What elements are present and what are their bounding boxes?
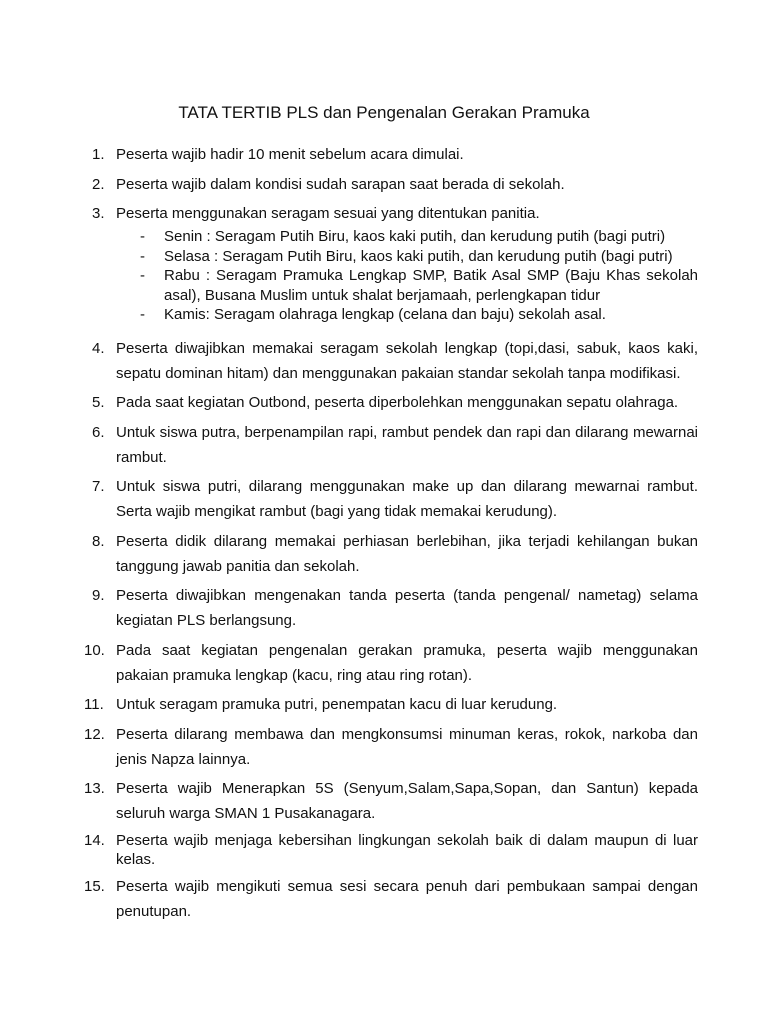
rule-item [84,776,698,826]
rule-text: Untuk siswa putri, dilarang menggunakan make up dan dilarang mewarnai rambut. Serta wajib mengikat rambut (bagi yang tidak memakai kerudung). [116,478,698,520]
uniform-schedule-list [116,227,698,325]
uniform-schedule-text: Selasa : Seragam Putih Biru, kaos kaki putih, dan kerudung putih (bagi putri) [164,247,673,265]
rule-text: Peserta didik dilarang memakai perhiasan berlebihan, jika terjadi kehilangan bukan tanggung jawab panitia dan sekolah. [116,532,698,575]
rule-text: Peserta wajib Menerapkan 5S (Senyum,Salam,Sapa,Sopan, dan Santun) kepada seluruh warga SMAN 1 Pusakanagara. [116,780,698,822]
rule-text: Peserta wajib menjaga kebersihan lingkungan sekolah baik di dalam maupun di luar kelas. [116,831,698,868]
uniform-schedule-item [116,305,698,325]
rule-text: Peserta diwajibkan mengenakan tanda peserta (tanda pengenal/ nametag) selama kegiatan PLS berlangsung. [116,587,698,629]
rule-text: Pada saat kegiatan pengenalan gerakan pramuka, peserta wajib menggunakan pakaian pramuka lengkap (kacu, ring atau ring rotan). [116,641,698,684]
rule-item [84,420,698,470]
rule-number: 7. [92,478,105,495]
rule-text: Peserta diwajibkan memakai seragam sekolah lengkap (topi,dasi, sabuk, kaos kaki, sepatu dominan hitam) dan menggunakan pakaian standar sekolah tanpa modifikasi. [116,339,698,382]
rule-number: 15. [84,878,105,895]
rule-number: 4. [92,339,105,357]
rule-item [84,172,698,197]
rule-item [84,583,698,633]
rule-number: 11. [84,696,104,713]
rule-item [84,474,698,524]
uniform-schedule-item [116,247,698,267]
rule-text: Peserta wajib dalam kondisi sudah sarapan saat berada di sekolah. [116,175,565,193]
rule-text: Peserta wajib mengikuti semua sesi secara penuh dari pembukaan sampai dengan penutupan. [116,878,698,920]
rule-text: Pada saat kegiatan Outbond, peserta diperbolehkan menggunakan sepatu olahraga. [116,394,679,411]
bullet-dash: - [140,228,145,245]
rule-text: Peserta dilarang membawa dan mengkonsumsi minuman keras, rokok, narkoba dan jenis Napza lainnya. [116,725,698,768]
rule-number: 5. [92,394,105,411]
rule-item [84,142,698,167]
rules-list [84,142,698,929]
rule-number: 9. [92,587,105,604]
rule-number: 2. [92,175,105,193]
rule-item [84,201,698,325]
uniform-schedule-text: Rabu : Seragam Pramuka Lengkap SMP, Batik Asal SMP (Baju Khas sekolah asal), Busana Muslim untuk shalat berjamaah, perlengkapan tidur [164,267,698,304]
rule-item [84,692,698,717]
rule-item [84,831,698,870]
rule-text: Peserta menggunakan seragam sesuai yang ditentukan panitia. [116,205,540,222]
rule-number: 6. [92,423,105,441]
rule-item [84,722,698,772]
uniform-schedule-text: Kamis: Seragam olahraga lengkap (celana dan baju) sekolah asal. [164,306,606,323]
rule-item [84,638,698,688]
uniform-schedule-item [116,266,698,305]
rule-text: Untuk siswa putra, berpenampilan rapi, rambut pendek dan rapi dan dilarang mewarnai rambut. [116,423,698,466]
rule-item [84,336,698,386]
rule-number: 8. [92,532,105,550]
rule-number: 13. [84,780,105,797]
bullet-dash: - [140,306,145,323]
rule-number: 1. [92,146,105,163]
rule-text: Untuk seragam pramuka putri, penempatan kacu di luar kerudung. [116,696,558,713]
rule-item [84,529,698,579]
uniform-schedule-item [116,227,698,247]
uniform-schedule-text: Senin : Seragam Putih Biru, kaos kaki putih, dan kerudung putih (bagi putri) [164,228,666,245]
rule-item [84,390,698,415]
rule-text: Peserta wajib hadir 10 menit sebelum acara dimulai. [116,146,464,163]
rule-number: 3. [92,205,105,222]
document-title: TATA TERTIB PLS dan Pengenalan Gerakan Pramuka [178,103,590,122]
rule-number: 12. [84,725,105,743]
rule-number: 14. [84,831,105,849]
rule-number: 10. [84,641,105,659]
bullet-dash: - [140,247,145,265]
rule-item [84,874,698,924]
bullet-dash: - [140,267,145,284]
